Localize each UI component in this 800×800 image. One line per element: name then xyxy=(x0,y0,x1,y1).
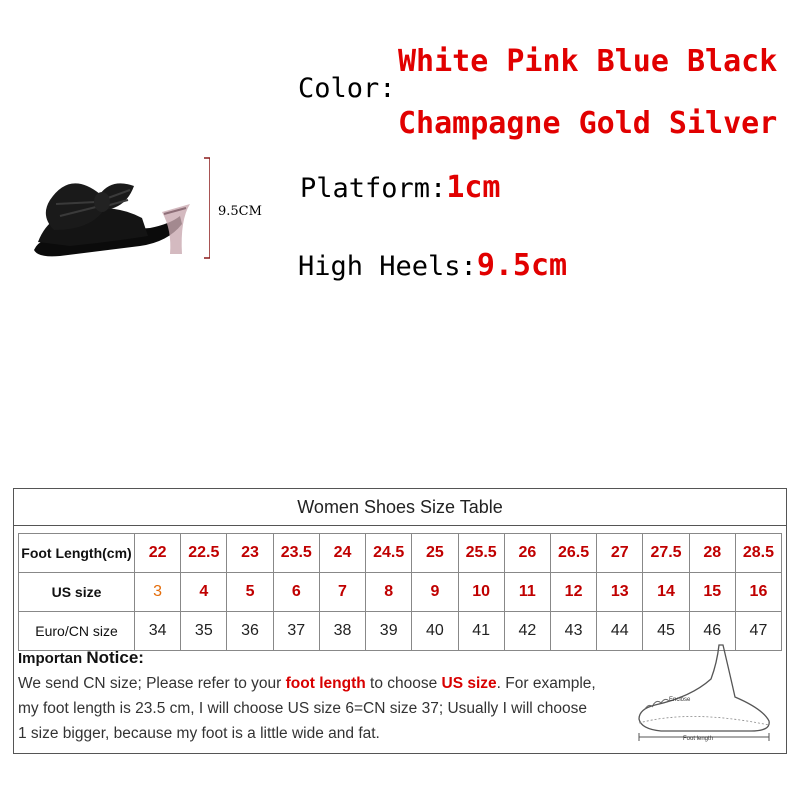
table-cell: 42 xyxy=(505,612,551,650)
shoe-image xyxy=(30,150,210,262)
table-cell: 25 xyxy=(412,534,458,572)
notice-title-main: Notice: xyxy=(86,648,144,667)
table-cell: 37 xyxy=(274,612,320,650)
table-cell: 25.5 xyxy=(459,534,505,572)
table-cell: 23.5 xyxy=(274,534,320,572)
heel-height-row xyxy=(298,248,567,283)
table-cell: 22.5 xyxy=(181,534,227,572)
platform-value: 1cm xyxy=(446,170,501,205)
table-cell: 28.5 xyxy=(736,534,782,572)
table-cell: 8 xyxy=(366,573,412,611)
notice-title-prefix: Importan xyxy=(18,650,87,667)
table-cell: 12 xyxy=(551,573,597,611)
platform-row xyxy=(300,170,501,205)
heel-height-marker-label: 9.5CM xyxy=(218,204,262,219)
colors-list-line2: Champagne Gold Silver xyxy=(398,106,778,141)
table-cell: 11 xyxy=(505,573,551,611)
color-label: Color: xyxy=(298,73,396,104)
size-table-title: Women Shoes Size Table xyxy=(14,489,786,526)
heel-height-value: 9.5cm xyxy=(476,248,568,283)
table-cell: 35 xyxy=(181,612,227,650)
notice-line-2: my foot length is 23.5 cm, I will choose US size 6=CN size 37; Usually I will choose xyxy=(18,700,587,717)
table-cell: 4 xyxy=(181,573,227,611)
table-cell: 22 xyxy=(135,534,181,572)
enclose-label: Enclose xyxy=(669,697,691,703)
row-header: Foot Length(cm) xyxy=(18,534,135,572)
table-cell: 45 xyxy=(643,612,689,650)
foot-length-row xyxy=(18,533,782,573)
table-cell: 36 xyxy=(227,612,273,650)
notice-text: . For example, xyxy=(496,675,596,692)
notice-text: We send CN size; Please refer to your xyxy=(18,675,286,692)
foot-length-label: Foot length xyxy=(683,736,714,742)
row-header: US size xyxy=(18,573,135,611)
table-cell: 47 xyxy=(736,612,782,650)
row-header: Euro/CN size xyxy=(18,612,135,650)
table-cell: 28 xyxy=(690,534,736,572)
size-table xyxy=(13,488,787,754)
table-cell: 41 xyxy=(459,612,505,650)
table-cell: 24.5 xyxy=(366,534,412,572)
heel-height-label: High Heels: xyxy=(298,251,477,282)
table-cell: 16 xyxy=(736,573,782,611)
table-cell: 34 xyxy=(135,612,181,650)
table-cell: 7 xyxy=(320,573,366,611)
table-cell: 40 xyxy=(412,612,458,650)
table-cell: 5 xyxy=(227,573,273,611)
table-cell: 3 xyxy=(135,573,181,611)
table-cell: 24 xyxy=(320,534,366,572)
table-cell: 15 xyxy=(690,573,736,611)
table-cell: 26 xyxy=(505,534,551,572)
notice-line-1 xyxy=(18,671,628,696)
table-cell: 43 xyxy=(551,612,597,650)
table-cell: 26.5 xyxy=(551,534,597,572)
notice-title xyxy=(18,645,628,671)
table-cell: 39 xyxy=(366,612,412,650)
table-cell: 6 xyxy=(274,573,320,611)
table-cell: 27 xyxy=(597,534,643,572)
platform-label: Platform: xyxy=(300,173,447,204)
table-cell: 23 xyxy=(227,534,273,572)
table-cell: 46 xyxy=(690,612,736,650)
table-cell: 9 xyxy=(412,573,458,611)
notice-line-3: 1 size bigger, because my foot is a little wide and fat. xyxy=(18,725,380,742)
table-cell: 10 xyxy=(459,573,505,611)
foot-measure-diagram xyxy=(631,639,781,745)
colors-list-line1: White Pink Blue Black xyxy=(398,44,778,79)
notice-text: to choose xyxy=(365,675,442,692)
table-cell: 38 xyxy=(320,612,366,650)
notice-highlight-foot-length: foot length xyxy=(285,675,366,692)
table-cell: 27.5 xyxy=(643,534,689,572)
table-cell: 14 xyxy=(643,573,689,611)
table-cell: 13 xyxy=(597,573,643,611)
notice-highlight-us-size: US size xyxy=(441,675,497,692)
size-table-body xyxy=(18,533,782,651)
notice-block xyxy=(18,645,628,746)
us-size-row xyxy=(18,573,782,612)
table-cell: 44 xyxy=(597,612,643,650)
